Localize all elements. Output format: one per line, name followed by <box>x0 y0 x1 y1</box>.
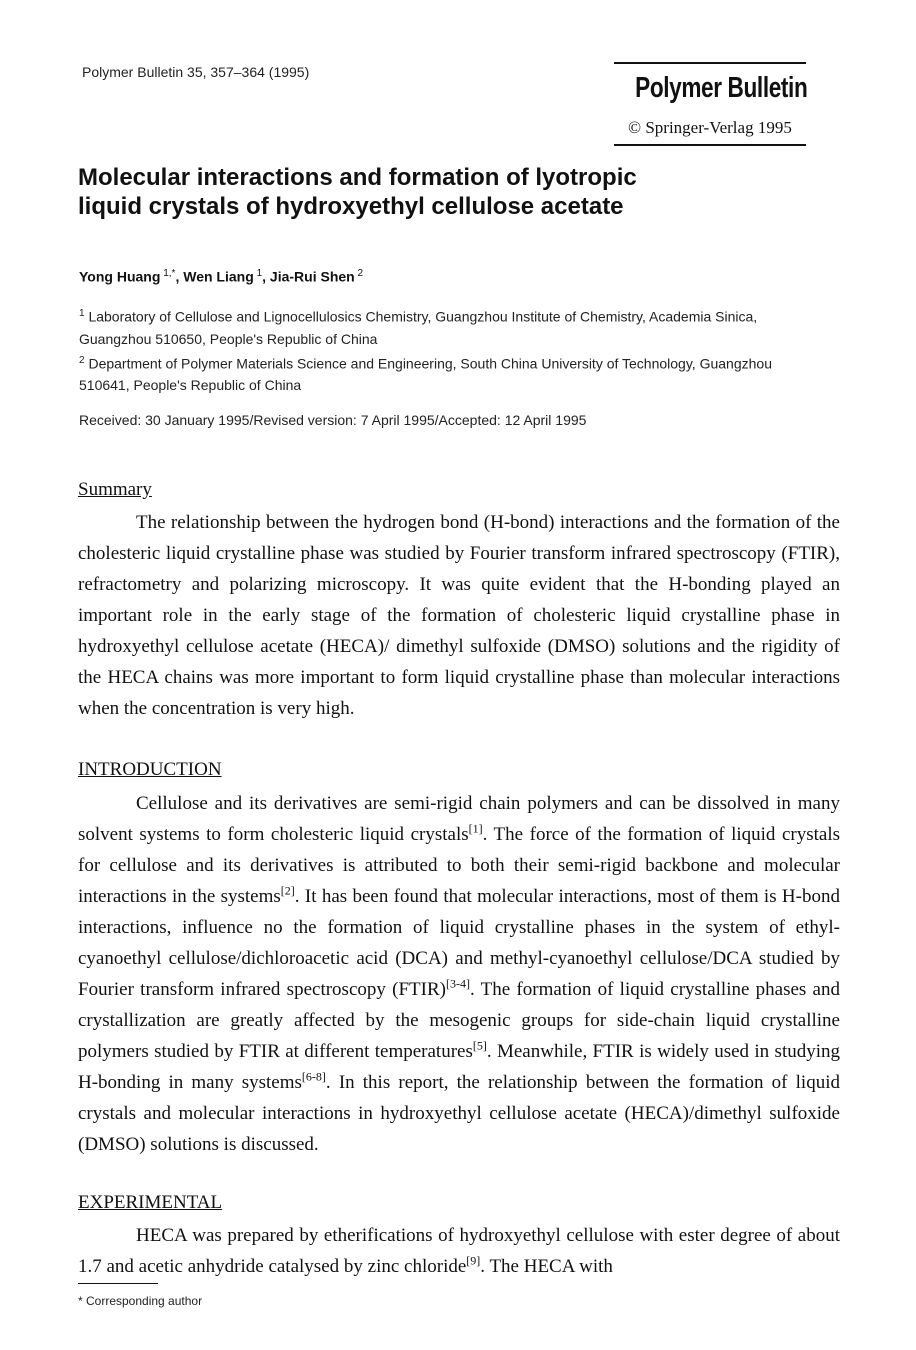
paragraph-text: . The HECA with <box>480 1256 613 1277</box>
author-name: Wen Liang <box>183 268 254 285</box>
experimental-paragraph <box>78 1220 840 1282</box>
publisher-copyright: © Springer-Verlag 1995 <box>628 118 792 137</box>
paragraph-text: HECA was prepared by etherifications of hydroxyethyl cellulose with ester degree of about 1.7 and acetic anhydride catalysed by zinc chloride <box>78 1225 840 1277</box>
journal-name: Polymer Bulletin <box>635 72 808 104</box>
footnote-corresponding-author: * Corresponding author <box>78 1294 203 1308</box>
affiliation-item <box>79 350 779 397</box>
journal-citation: Polymer Bulletin 35, 357–364 (1995) <box>82 64 310 80</box>
introduction-heading: INTRODUCTION <box>78 759 222 780</box>
paragraph-text: . The force of the formation of liquid crystals for cellulose and its derivatives is attributed to both their semi-rigid backbone and molecular interactions in the systems <box>78 824 840 907</box>
paragraph-text: . The formation of liquid crystalline phases and crystallization are greatly affected by the mesogenic groups for side-chain liquid crystalline polymers studied by FTIR at different temperatures <box>78 979 840 1062</box>
affiliation-item <box>79 303 779 350</box>
author-separator: , <box>175 268 184 285</box>
reference-citation[interactable]: [9] <box>466 1253 481 1268</box>
author-name: Yong Huang <box>79 268 161 285</box>
reference-citation[interactable]: [6-8] <box>301 1069 326 1084</box>
experimental-heading: EXPERIMENTAL <box>78 1192 223 1213</box>
paragraph-text: Cellulose and its derivatives are semi-rigid chain polymers and can be dissolved in many solvent systems to form cholesteric liquid crystals <box>78 793 840 845</box>
affiliation-text: Laboratory of Cellulose and Lignocellulosics Chemistry, Guangzhou Institute of Chemistry, Academia Sinica, Guangzhou 510650, People's Republic of China <box>79 308 758 347</box>
author-affiliation-mark: 2 <box>357 268 364 279</box>
summary-paragraph: The relationship between the hydrogen bond (H-bond) interactions and the formation of the cholesteric liquid crystalline phase was studied by Fourier transform infrared spectroscopy (FTIR), refractometry and polarizing microscopy. It was quite evident that the H-bonding played an important role in the early stage of the formation of cholesteric liquid crystalline phase in hydroxyethyl cellulose acetate (HECA)/ dimethyl sulfoxide (DMSO) solutions and the rigidity of the HECA chains was more important to form liquid crystalline phase than molecular interactions when the concentration is very high. <box>78 512 840 719</box>
summary-heading: Summary <box>78 479 152 500</box>
introduction-paragraph <box>78 788 840 1160</box>
author-affiliation-mark: 1,* <box>163 268 176 279</box>
author-separator: , <box>262 268 270 285</box>
affiliation-mark: 2 <box>79 354 85 366</box>
paragraph-text: . In this report, the relationship between the formation of liquid crystals and molecular interactions in hydroxyethyl cellulose acetate (HECA)/dimethyl sulfoxide (DMSO) solutions is discussed. <box>78 1072 840 1155</box>
reference-citation[interactable]: [5] <box>472 1038 487 1053</box>
affiliation-mark: 1 <box>79 308 85 319</box>
journal-masthead <box>614 62 806 146</box>
paper-title: Molecular interactions and formation of lyotropic liquid crystals of hydroxyethyl cellulose acetate <box>78 164 637 220</box>
author-name: Jia-Rui Shen <box>269 268 355 285</box>
affiliation-text: Department of Polymer Materials Science and Engineering, South China University of Technology, Guangzhou 510641, People's Republic of China <box>79 355 772 394</box>
reference-citation[interactable]: [1] <box>468 821 483 836</box>
affiliation-list <box>79 303 779 396</box>
author-list <box>79 268 363 285</box>
received-dates: Received: 30 January 1995/Revised version: 7 April 1995/Accepted: 12 April 1995 <box>79 412 587 428</box>
paragraph-text: . It has been found that molecular interactions, most of them is H-bond interactions, influence no the formation of liquid crystalline phases in the system of ethyl-cyanoethyl cellulose/dichloroacetic acid (DCA) and methyl-cyanoethyl cellulose/DCA studied by Fourier transform infrared spectroscopy (FTIR) <box>78 886 840 1000</box>
paragraph-text: . Meanwhile, FTIR is widely used in studying H-bonding in many systems <box>78 1041 840 1093</box>
author-affiliation-mark: 1 <box>256 268 263 279</box>
reference-citation[interactable]: [3-4] <box>445 976 470 991</box>
reference-citation[interactable]: [2] <box>280 883 295 898</box>
footnote-divider <box>78 1283 158 1284</box>
